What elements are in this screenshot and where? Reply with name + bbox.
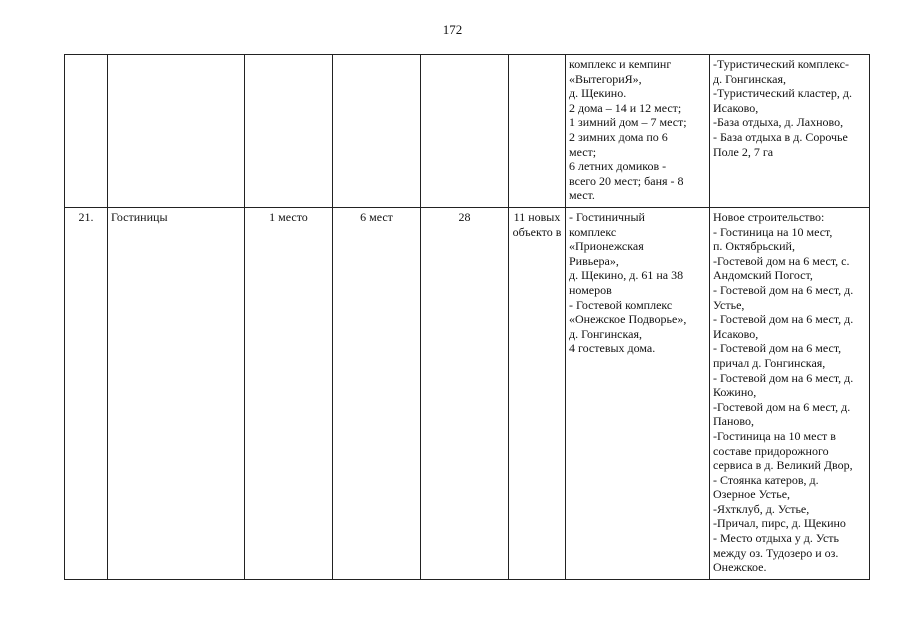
row-number-cell: 21. (65, 208, 108, 580)
value-cell-5: 28 (421, 208, 509, 580)
planned-line: причал д. Гонгинская, (713, 355, 826, 370)
planned-line: - Гостевой дом на 6 мест, д. (713, 312, 854, 327)
planned-line: д. Гонгинская, (713, 71, 786, 86)
existing-facilities-cell (566, 55, 710, 208)
planned-line: -Гостевой дом на 6 мест, д. (713, 399, 851, 414)
planned-line: - Гостевой дом на 6 мест, (713, 341, 842, 356)
existing-line: 2 дома – 14 и 12 мест; (569, 100, 682, 115)
planned-line: между оз. Тудозеро и оз. (713, 545, 839, 560)
planned-line: Поле 2, 7 га (713, 144, 774, 159)
value-cell-5 (421, 55, 509, 208)
existing-line: - Гостевой комплекс (569, 297, 673, 312)
planned-line: - Место отдыха у д. Усть (713, 531, 840, 546)
planned-line: Исаково, (713, 100, 759, 115)
planned-facilities-cell (710, 55, 870, 208)
planned-line: - Гостиница на 10 мест, (713, 224, 833, 239)
new-objects-text: 11 новых объекто в (512, 210, 562, 239)
existing-line: комплекс и кемпинг (569, 57, 672, 71)
planned-line: -Причал, пирс, д. Щекино (713, 516, 846, 531)
existing-line: мест. (569, 188, 595, 203)
existing-line: номеров (569, 282, 612, 297)
planned-line: - Гостевой дом на 6 мест, д. (713, 370, 854, 385)
planned-line: Исаково, (713, 326, 759, 341)
existing-line: Ривьера», (569, 253, 619, 268)
planned-line: - Стоянка катеров, д. (713, 472, 819, 487)
existing-line: всего 20 мест; баня - 8 (569, 173, 684, 188)
existing-line: 1 зимний дом – 7 мест; (569, 115, 687, 130)
planned-line: -Туристический комплекс- (713, 57, 849, 71)
facility-type-cell: Гостиницы (108, 208, 245, 580)
existing-line: «Онежское Подворье», (569, 312, 687, 327)
planned-line: Озерное Устье, (713, 487, 791, 502)
existing-line: - Гостиничный (569, 210, 645, 224)
value-cell-6 (509, 55, 566, 208)
planned-line: -Туристический кластер, д. (713, 86, 852, 101)
planned-line: Андомский Погост, (713, 268, 813, 283)
facilities-table (64, 54, 870, 580)
value-cell-4 (333, 55, 421, 208)
planned-line: Новое строительство: (713, 210, 825, 224)
existing-line: «ВытегориЯ», (569, 71, 642, 86)
value-cell-3: 1 место (245, 208, 333, 580)
planned-line: -Гостиница на 10 мест в (713, 428, 836, 443)
existing-line: д. Щекино, д. 61 на 38 (569, 268, 684, 283)
existing-line: мест; (569, 144, 597, 159)
value-cell-4: 6 мест (333, 208, 421, 580)
planned-line: -Гостевой дом на 6 мест, с. (713, 253, 850, 268)
planned-line: Паново, (713, 414, 754, 429)
value-cell-6 (509, 208, 566, 580)
planned-line: составе придорожного (713, 443, 829, 458)
planned-line: Кожино, (713, 385, 757, 400)
row-number-cell (65, 55, 108, 208)
page-number: 172 (442, 22, 463, 37)
facility-type-cell (108, 55, 245, 208)
planned-line: -Яхтклуб, д. Устье, (713, 501, 810, 516)
table-row-21 (65, 208, 870, 580)
planned-line: Устье, (713, 297, 745, 312)
existing-line: д. Щекино. (569, 86, 627, 101)
existing-line: «Прионежская (569, 239, 644, 254)
value-cell-3 (245, 55, 333, 208)
planned-line: сервиса в д. Великий Двор, (713, 458, 853, 473)
planned-line: - Гостевой дом на 6 мест, д. (713, 282, 854, 297)
planned-line: п. Октябрьский, (713, 239, 795, 254)
existing-line: д. Гонгинская, (569, 326, 642, 341)
existing-facilities-cell (566, 208, 710, 580)
table-row-continuation (65, 55, 870, 208)
existing-line: 4 гостевых дома. (569, 341, 656, 356)
existing-line: 2 зимних дома по 6 (569, 129, 668, 144)
planned-line: -База отдыха, д. Лахново, (713, 115, 844, 130)
existing-line: комплекс (569, 224, 617, 239)
planned-line: - База отдыха в д. Сорочье (713, 129, 848, 144)
planned-facilities-cell (710, 208, 870, 580)
existing-line: 6 летних домиков - (569, 159, 667, 174)
planned-line: Онежское. (713, 560, 767, 575)
